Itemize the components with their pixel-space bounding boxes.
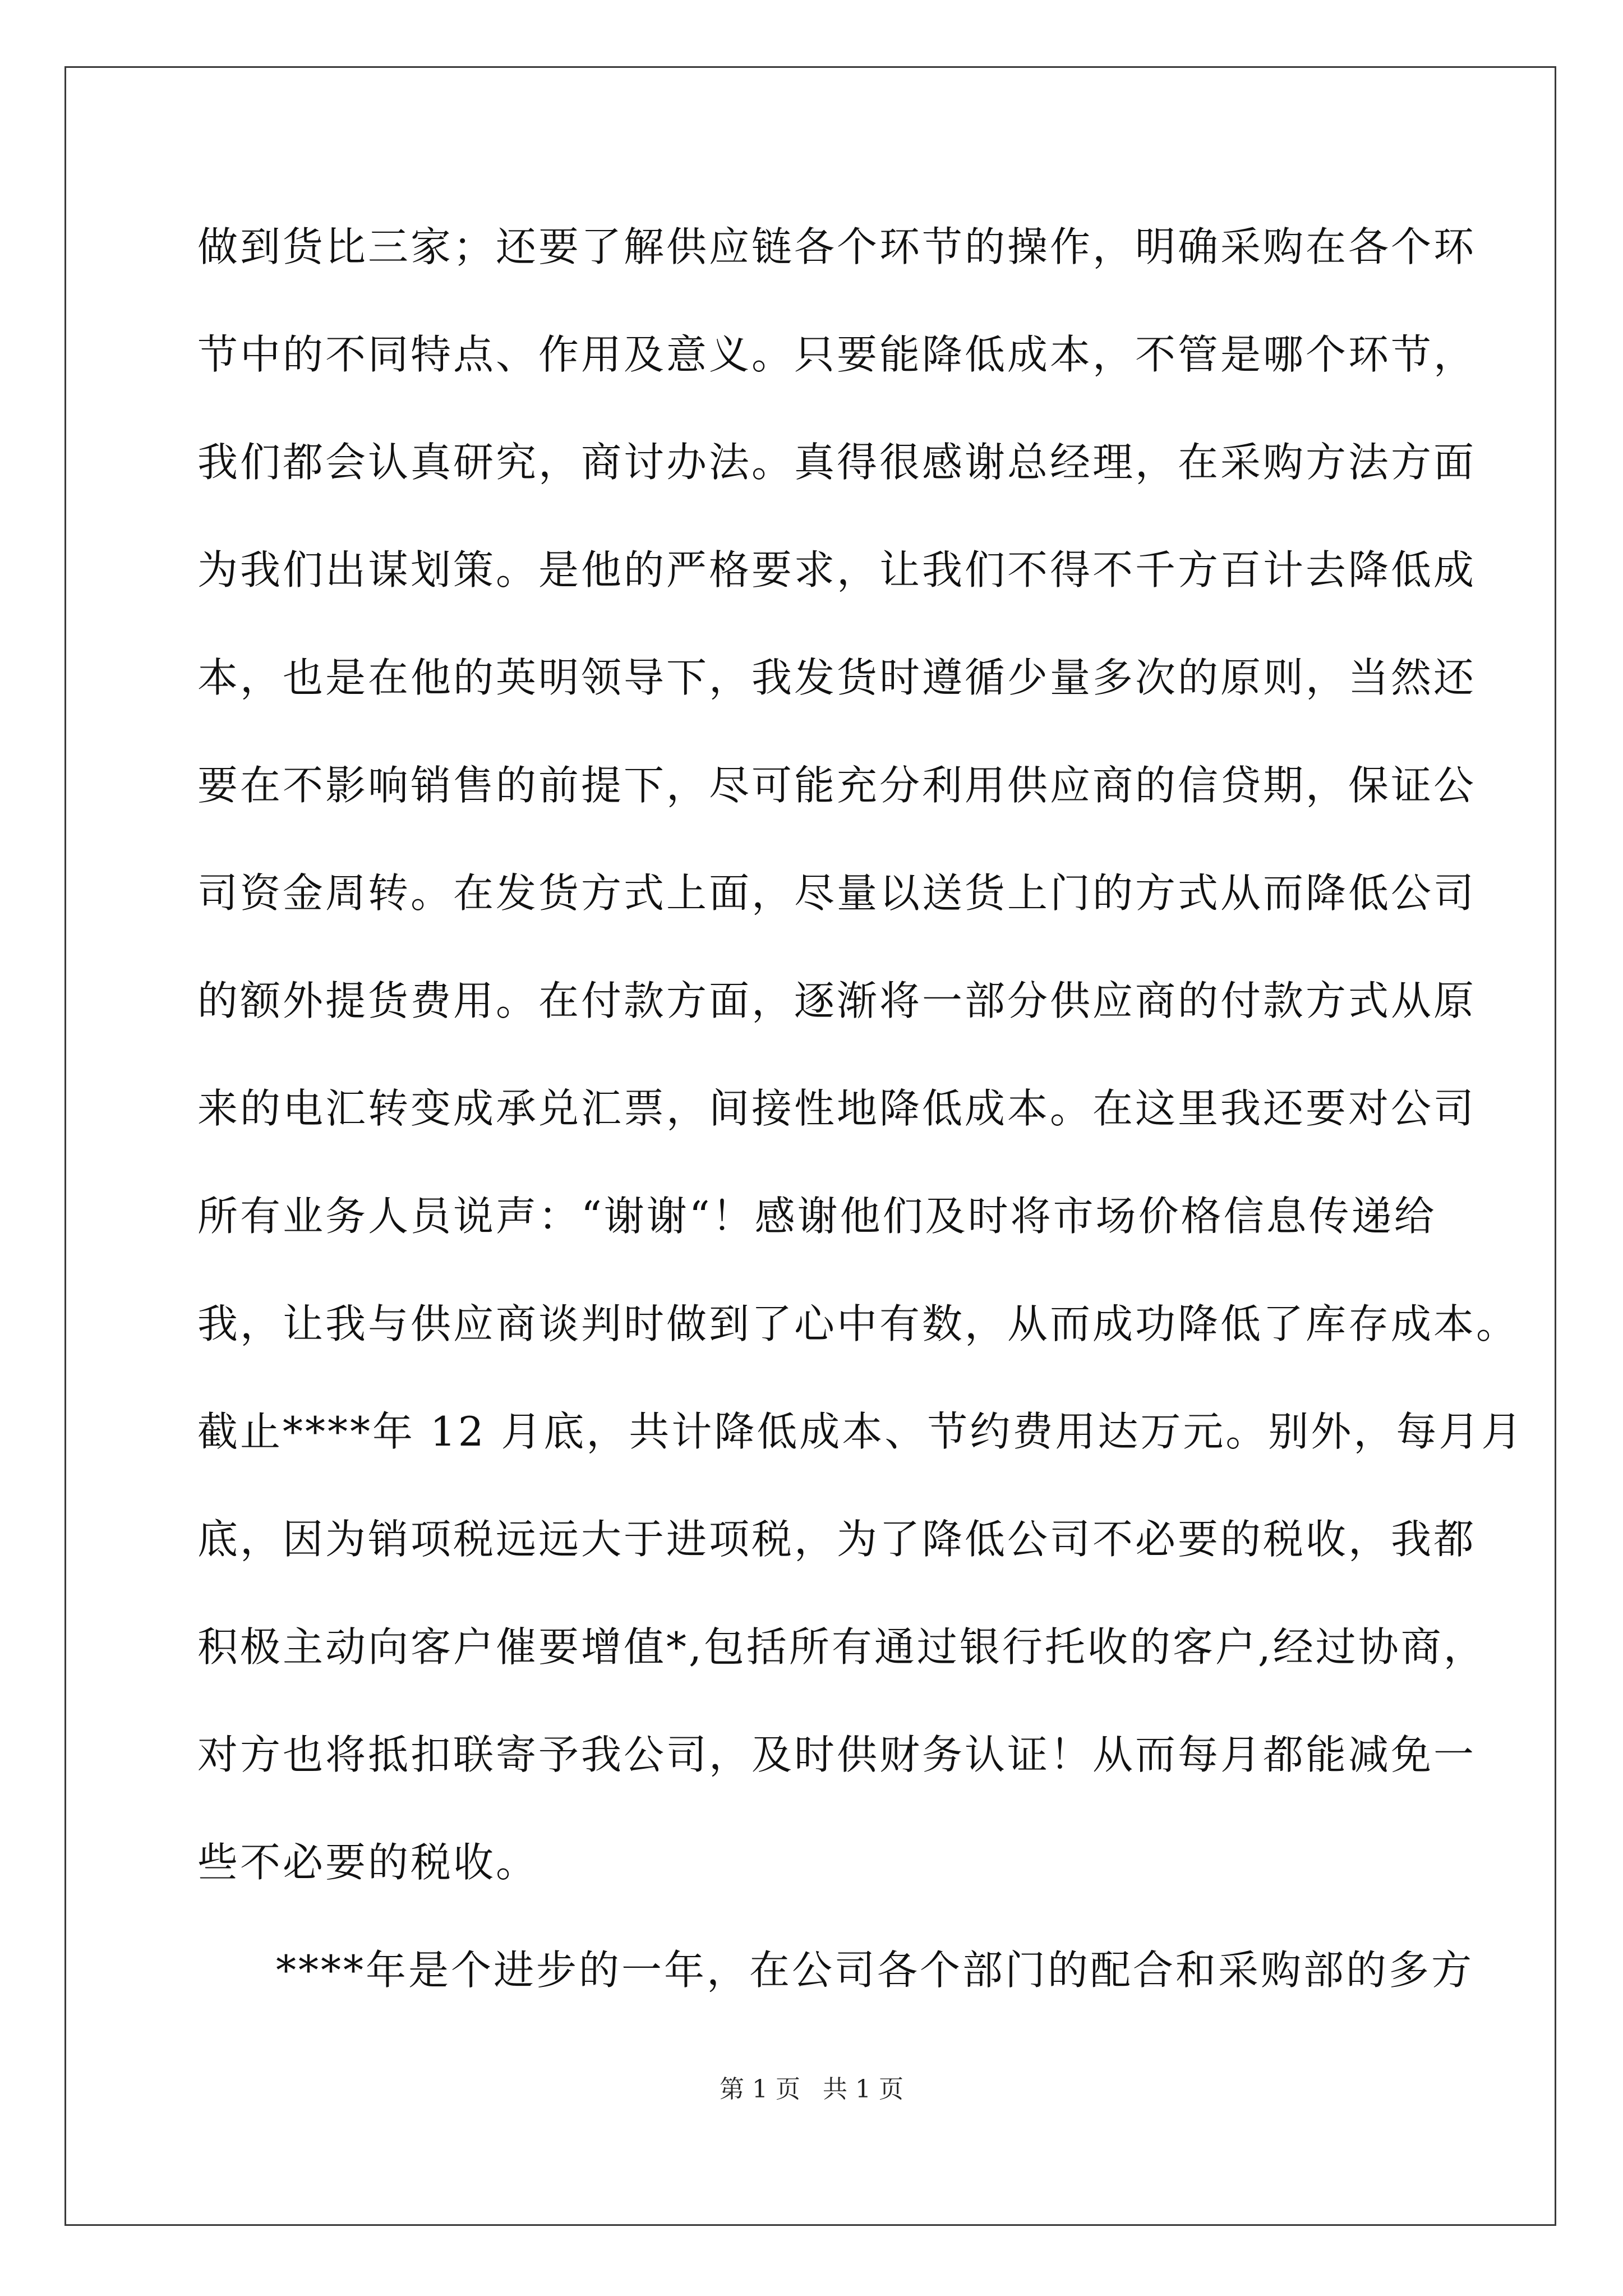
text-line: 我，让我与供应商谈判时做到了心中有数，从而成功降低了库存成本。 bbox=[197, 1300, 1519, 1347]
text-line: 节中的不同特点、作用及意义。只要能降低成本，不管是哪个环节， bbox=[197, 331, 1477, 378]
text-line: 截止****年 12 月底，共计降低成本、节约费用达万元。别外，每月月 bbox=[197, 1408, 1524, 1455]
text-line: 要在不影响销售的前提下，尽可能充分利用供应商的信贷期，保证公 bbox=[197, 762, 1477, 809]
text-line: 的额外提货费用。在付款方面，逐渐将一部分供应商的付款方式从原 bbox=[197, 977, 1477, 1024]
page-border bbox=[64, 66, 1556, 2226]
text-line: 为我们出谋划策。是他的严格要求，让我们不得不千方百计去降低成 bbox=[197, 546, 1477, 593]
page-total: 共 1 页 bbox=[823, 2075, 903, 2104]
page-number: 第 1 页 bbox=[720, 2075, 800, 2104]
text-line: 些不必要的税收。 bbox=[197, 1839, 539, 1886]
text-line: 所有业务人员说声：“谢谢“！感谢他们及时将市场价格信息传递给 bbox=[197, 1193, 1437, 1240]
text-line: 司资金周转。在发货方式上面，尽量以送货上门的方式从而降低公司 bbox=[197, 869, 1477, 917]
text-line: 积极主动向客户催要增值*,包括所有通过银行托收的客户,经过协商， bbox=[197, 1623, 1486, 1671]
text-line: 来的电汇转变成承兑汇票，间接性地降低成本。在这里我还要对公司 bbox=[197, 1085, 1477, 1132]
page-footer bbox=[0, 2073, 1623, 2106]
text-line: 做到货比三家；还要了解供应链各个环节的操作，明确采购在各个环 bbox=[197, 223, 1477, 270]
text-line: 我们都会认真研究，商讨办法。真得很感谢总经理，在采购方法方面 bbox=[197, 439, 1477, 486]
text-line: 本，也是在他的英明领导下，我发货时遵循少量多次的原则，当然还 bbox=[197, 654, 1477, 701]
text-line: 对方也将抵扣联寄予我公司，及时供财务认证！从而每月都能减免一 bbox=[197, 1731, 1477, 1778]
text-line: 底，因为销项税远远大于进项税，为了降低公司不必要的税收，我都 bbox=[197, 1516, 1477, 1563]
paragraph-first-line: ****年是个进步的一年，在公司各个部门的配合和采购部的多方 bbox=[276, 1947, 1474, 1994]
